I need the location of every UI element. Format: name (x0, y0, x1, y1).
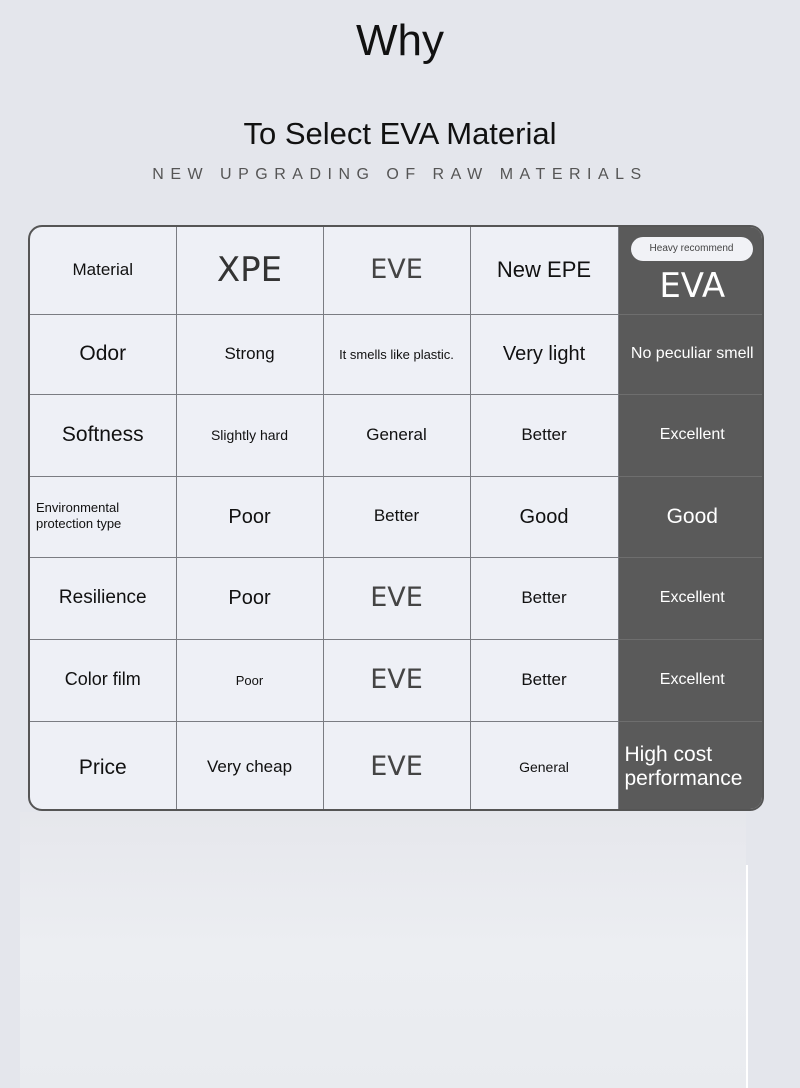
eva-cell: High cost performance (618, 721, 764, 811)
table-row (30, 314, 764, 394)
table-cell: Poor (176, 557, 323, 639)
row-label: Environmental protection type (30, 476, 176, 557)
table-cell: Slightly hard (176, 394, 323, 476)
header-cell-material: Material (30, 227, 176, 314)
eva-cell: Excellent (618, 557, 764, 639)
table-row (30, 394, 764, 476)
table-row (30, 557, 764, 639)
comparison-table (28, 225, 764, 811)
header-cell-eva: Heavy recommend EVA (618, 227, 764, 314)
table-cell: Better (470, 557, 618, 639)
table-cell: Very cheap (176, 721, 323, 811)
eva-cell: Excellent (618, 639, 764, 721)
table-cell: EVE (323, 557, 470, 639)
table-row (30, 476, 764, 557)
row-label: Price (30, 721, 176, 811)
header-cell-xpe: XPE (176, 227, 323, 314)
blurred-bottom-area (20, 812, 746, 1088)
table-header-row (30, 227, 764, 314)
header-cell-new-epe: New EPE (470, 227, 618, 314)
table-cell: Better (470, 394, 618, 476)
row-label: Odor (30, 314, 176, 394)
row-label: Color film (30, 639, 176, 721)
table-cell: Better (323, 476, 470, 557)
row-label: Resilience (30, 557, 176, 639)
header-cell-eve: EVE (323, 227, 470, 314)
table-cell: Better (470, 639, 618, 721)
divider-line (746, 865, 748, 1088)
table-row (30, 639, 764, 721)
table-cell: Very light (470, 314, 618, 394)
row-label: Softness (30, 394, 176, 476)
eva-cell: Good (618, 476, 764, 557)
eva-cell: No peculiar smell (618, 314, 764, 394)
page-title: Why (356, 16, 444, 65)
heavy-recommend-badge: Heavy recommend (631, 237, 753, 261)
table-cell: EVE (323, 639, 470, 721)
table-cell: Poor (176, 639, 323, 721)
table-cell: Poor (176, 476, 323, 557)
table-cell: General (323, 394, 470, 476)
table-cell: EVE (323, 721, 470, 811)
table-cell: Good (470, 476, 618, 557)
eva-cell: Excellent (618, 394, 764, 476)
table-cell: It smells like plastic. (323, 314, 470, 394)
table-row (30, 721, 764, 811)
page-subtitle: To Select EVA Material (243, 116, 557, 151)
table-cell: Strong (176, 314, 323, 394)
page-tagline: NEW UPGRADING OF RAW MATERIALS (152, 166, 648, 183)
table-cell: General (470, 721, 618, 811)
